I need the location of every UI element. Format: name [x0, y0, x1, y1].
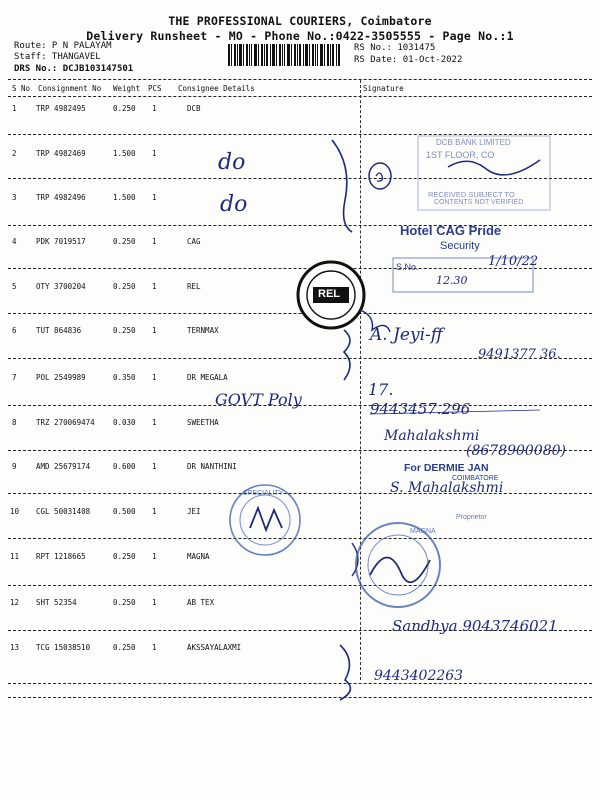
row-weight: 0.600: [113, 462, 136, 471]
dcb-stamp-line2: 1ST FLOOR, CO: [426, 150, 495, 160]
row-weight: 0.250: [113, 552, 136, 561]
dcb-signature-stroke: [448, 160, 540, 175]
row-pcs: 1: [152, 326, 157, 335]
row-sno: 9: [12, 462, 17, 471]
dermie-stamp-line2: COIMBATORE: [452, 475, 499, 482]
hotel-stamp-time: 12.30: [436, 274, 468, 287]
row-weight: 0.250: [113, 237, 136, 246]
speciality-signature-stroke: [250, 508, 282, 530]
handwritten-signature-row8: Mahalakshmi: [384, 428, 480, 444]
handwritten-number-row7: 17.: [368, 380, 394, 399]
handwritten-phone-row6: 9491377 36.: [478, 347, 561, 362]
row-consignee: MAGNA: [187, 552, 210, 561]
col-consignee: Consignee Details: [178, 84, 255, 93]
row-consignee: SWEETHA: [187, 418, 219, 427]
document-subtitle: Delivery Runsheet - MO - Phone No.:0422-3505555 - Page No.:1: [86, 29, 514, 43]
row-sno: 1: [12, 104, 17, 113]
dermie-stamp-line3: Proprietor: [456, 514, 487, 521]
row-consignment: TUT 864836: [36, 326, 82, 335]
hotel-stamp-title: Hotel CAG Pride: [400, 223, 502, 238]
handwritten-do-row2: do: [218, 150, 246, 175]
row-consignee: AKSSAYALAXMI: [187, 643, 242, 652]
dermie-stamp-line1: For DERMIE JAN: [404, 462, 489, 474]
row-consignee: JEI: [187, 507, 201, 516]
row-consignee: DCB: [187, 104, 201, 113]
row-consignment: TRP 4982495: [36, 104, 86, 113]
hotel-stamp-date: 1/10/22: [488, 254, 539, 269]
row-consignment: TRP 4982496: [36, 193, 86, 202]
row-pcs: 1: [152, 373, 157, 382]
row-consignment: POL 2549989: [36, 373, 86, 382]
row-consignment: TCG 15038510: [36, 643, 91, 652]
col-consignment: Consignment No: [38, 84, 102, 93]
rs-date: RS Date: 01-Oct-2022: [354, 55, 463, 65]
dcb-stamp-line1: DCB BANK LIMITED: [436, 138, 511, 147]
speciality-stamp-inner: [240, 495, 290, 545]
magna-stamp-text: MAGNA: [410, 528, 436, 535]
row-consignee: CAG: [187, 237, 201, 246]
handwritten-phone-row8: (8678900080): [466, 443, 566, 459]
row-pcs: 1: [152, 598, 157, 607]
dcb-stamp-line3: RECEIVED SUBJECT TO: [428, 190, 515, 199]
row-weight: 0.250: [113, 326, 136, 335]
row-pcs: 1: [152, 149, 157, 158]
row-consignee: TERNMAX: [187, 326, 219, 335]
row-consignment: AMD 25679174: [36, 462, 91, 471]
row-sno: 8: [12, 418, 17, 427]
row-pcs: 1: [152, 643, 157, 652]
col-signature: Signature: [363, 84, 404, 93]
row-sno: 3: [12, 193, 17, 202]
row-consignee: AB TEX: [187, 598, 215, 607]
row-consignment: TRP 4982469: [36, 149, 86, 158]
row-sno: 2: [12, 149, 17, 158]
row-pcs: 1: [152, 104, 157, 113]
pen-scribble: [376, 173, 382, 181]
row-consignment: OTY 3700204: [36, 282, 86, 291]
magna-signature-stroke: [370, 558, 430, 583]
row-sno: 5: [12, 282, 17, 291]
row-weight: 1.500: [113, 193, 136, 202]
row-consignee: DR NANTHINI: [187, 462, 237, 471]
handwritten-phone-row13: 9443402263: [374, 668, 464, 684]
row-consignee: DR MEGALA: [187, 373, 228, 382]
row-consignment: PDK 7019517: [36, 237, 86, 246]
rs-number: RS No.: 1031475: [354, 43, 436, 53]
row-pcs: 1: [152, 462, 157, 471]
drs-number: DRS No.: DCJB103147501: [14, 64, 134, 74]
pen-brace-row-13: [340, 645, 350, 700]
handwritten-govt-poly: GOVT Poly: [215, 390, 302, 409]
row-weight: 0.350: [113, 373, 136, 382]
staff-label: Staff: THANGAVEL: [14, 52, 101, 62]
row-pcs: 1: [152, 507, 157, 516]
row-pcs: 1: [152, 237, 157, 246]
row-weight: 0.250: [113, 282, 136, 291]
handwritten-signature-row9: S. Mahalakshmi: [390, 480, 504, 496]
document-title: THE PROFESSIONAL COURIERS, Coimbatore: [168, 14, 432, 28]
row-sno: 11: [10, 552, 20, 561]
row-weight: 0.250: [113, 104, 136, 113]
row-consignment: CGL 50031408: [36, 507, 91, 516]
row-consignee: REL: [187, 282, 201, 291]
row-consignment: RPT 1218665: [36, 552, 86, 561]
col-sno: S No: [12, 84, 31, 93]
row-consignment: SHT 52354: [36, 598, 77, 607]
row-weight: 0.250: [113, 643, 136, 652]
row-weight: 0.030: [113, 418, 136, 427]
row-weight: 0.250: [113, 598, 136, 607]
handwritten-do-row3: do: [220, 192, 248, 217]
row-sno: 4: [12, 237, 17, 246]
speciality-stamp-text: SPECIALITY: [243, 490, 284, 497]
handwritten-signature-row6: A. Jeyi-ff: [370, 325, 443, 345]
pen-brace-row-6: [344, 330, 350, 380]
row-pcs: 1: [152, 418, 157, 427]
row-sno: 12: [10, 598, 20, 607]
pen-circle-mark: [369, 163, 391, 189]
row-sno: 13: [10, 643, 20, 652]
dcb-stamp-line4: CONTENTS NOT VERIFIED: [434, 199, 524, 206]
row-pcs: 1: [152, 193, 157, 202]
col-pcs: PCS: [148, 84, 162, 93]
row-sno: 6: [12, 326, 17, 335]
row-weight: 1.500: [113, 149, 136, 158]
handwritten-signature-row12: Sandhya 9043746021: [392, 617, 558, 635]
row-consignment: TRZ 270069474: [36, 418, 95, 427]
row-sno: 10: [10, 507, 20, 516]
route-label: Route: P N PALAYAM: [14, 41, 112, 51]
handwritten-phone-row7: 9443457.296: [370, 400, 471, 418]
col-weight: Weight: [113, 84, 141, 93]
rel-stamp-text: REL: [318, 288, 340, 300]
row-sno: 7: [12, 373, 17, 382]
pen-brace-rows-2-3: [332, 140, 352, 232]
hotel-stamp-sno: S.No.: [396, 262, 419, 272]
row-pcs: 1: [152, 552, 157, 561]
hotel-stamp-subtitle: Security: [440, 240, 480, 252]
row-weight: 0.500: [113, 507, 136, 516]
row-pcs: 1: [152, 282, 157, 291]
